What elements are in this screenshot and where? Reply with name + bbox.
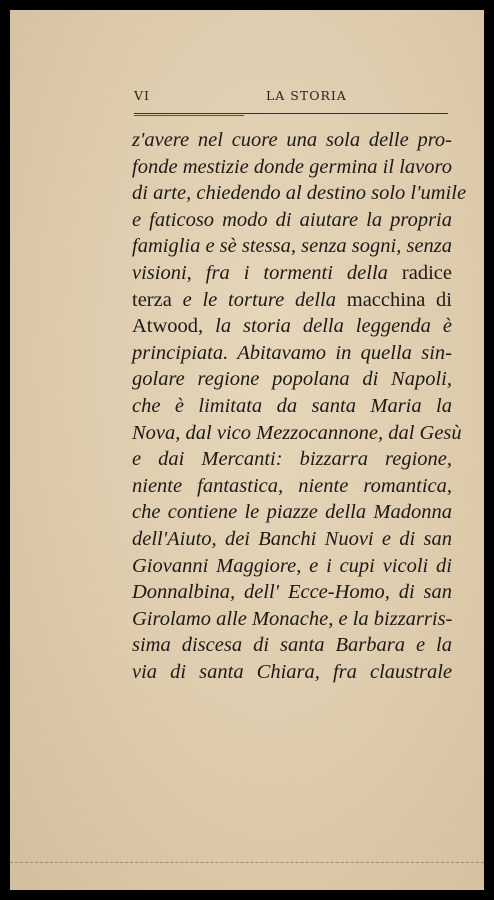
text-segment: e dai Mercanti: bizzarra regione, bbox=[132, 448, 452, 471]
text-segment: di arte, chiedendo al destino solo l'umile bbox=[132, 182, 467, 205]
text-line bbox=[132, 366, 452, 393]
text-line bbox=[132, 446, 452, 473]
text-line bbox=[132, 526, 452, 553]
text-line bbox=[132, 313, 452, 340]
text-segment: sima discesa di santa Barbara e la bbox=[132, 634, 452, 657]
text-segment: e faticoso modo di aiutare la propria bbox=[132, 208, 452, 231]
body-text bbox=[132, 127, 467, 685]
text-line bbox=[132, 340, 452, 367]
text-segment: radice bbox=[401, 261, 452, 284]
text-segment: la storia della leggenda è bbox=[215, 315, 452, 338]
text-segment: e le torture della bbox=[182, 288, 347, 311]
text-line bbox=[132, 499, 452, 526]
text-line bbox=[132, 632, 452, 659]
text-line bbox=[132, 473, 452, 500]
text-line bbox=[132, 579, 452, 606]
text-segment: Donnalbina, dell' Ecce-Homo, di san bbox=[132, 581, 452, 604]
text-line bbox=[132, 606, 452, 633]
text-segment: dell'Aiuto, dei Banchi Nuovi e di san bbox=[132, 527, 452, 550]
text-segment: z'avere nel cuore una sola delle pro- bbox=[132, 129, 452, 151]
text-line bbox=[132, 180, 467, 207]
text-line bbox=[132, 207, 452, 234]
book-page bbox=[10, 10, 484, 890]
text-segment: terza bbox=[132, 288, 183, 311]
text-segment: Giovanni Maggiore, e i cupi vicoli di bbox=[132, 554, 452, 577]
text-segment: niente fantastica, niente romantica, bbox=[132, 474, 452, 497]
page-header bbox=[134, 88, 448, 108]
header-rule-short bbox=[134, 115, 244, 116]
text-segment: visioni, fra i tormenti della bbox=[132, 261, 402, 284]
text-line bbox=[132, 287, 452, 314]
text-line bbox=[132, 260, 452, 287]
text-line bbox=[132, 233, 452, 260]
text-segment: Girolamo alle Monache, e la bizzarris- bbox=[132, 607, 453, 630]
text-line bbox=[132, 420, 462, 447]
text-segment: famiglia e sè stessa, senza sogni, senza bbox=[132, 235, 453, 258]
text-segment: macchina di bbox=[346, 288, 453, 311]
text-segment: via di santa Chiara, fra claustrale bbox=[132, 660, 452, 683]
text-segment: principiata. Abitavamo in quella sin- bbox=[132, 341, 452, 364]
page-bottom-edge bbox=[10, 862, 484, 863]
text-line bbox=[132, 154, 452, 181]
text-segment: Nova, dal vico Mezzocannone, dal Gesù bbox=[132, 421, 462, 444]
text-segment: fonde mestizie donde germina il lavoro bbox=[132, 155, 452, 178]
running-title: LA STORIA bbox=[266, 88, 347, 103]
text-line bbox=[132, 659, 452, 686]
text-segment: che contiene le piazze della Madonna bbox=[132, 501, 452, 524]
page-number: VI bbox=[134, 88, 150, 103]
text-segment: golare regione popolana di Napoli, bbox=[132, 368, 452, 391]
text-line bbox=[132, 553, 452, 580]
text-segment: che è limitata da santa Maria la bbox=[132, 394, 452, 417]
header-rule bbox=[134, 113, 448, 114]
text-line bbox=[132, 393, 452, 420]
text-line bbox=[132, 127, 452, 154]
text-segment: Atwood, bbox=[132, 315, 216, 338]
